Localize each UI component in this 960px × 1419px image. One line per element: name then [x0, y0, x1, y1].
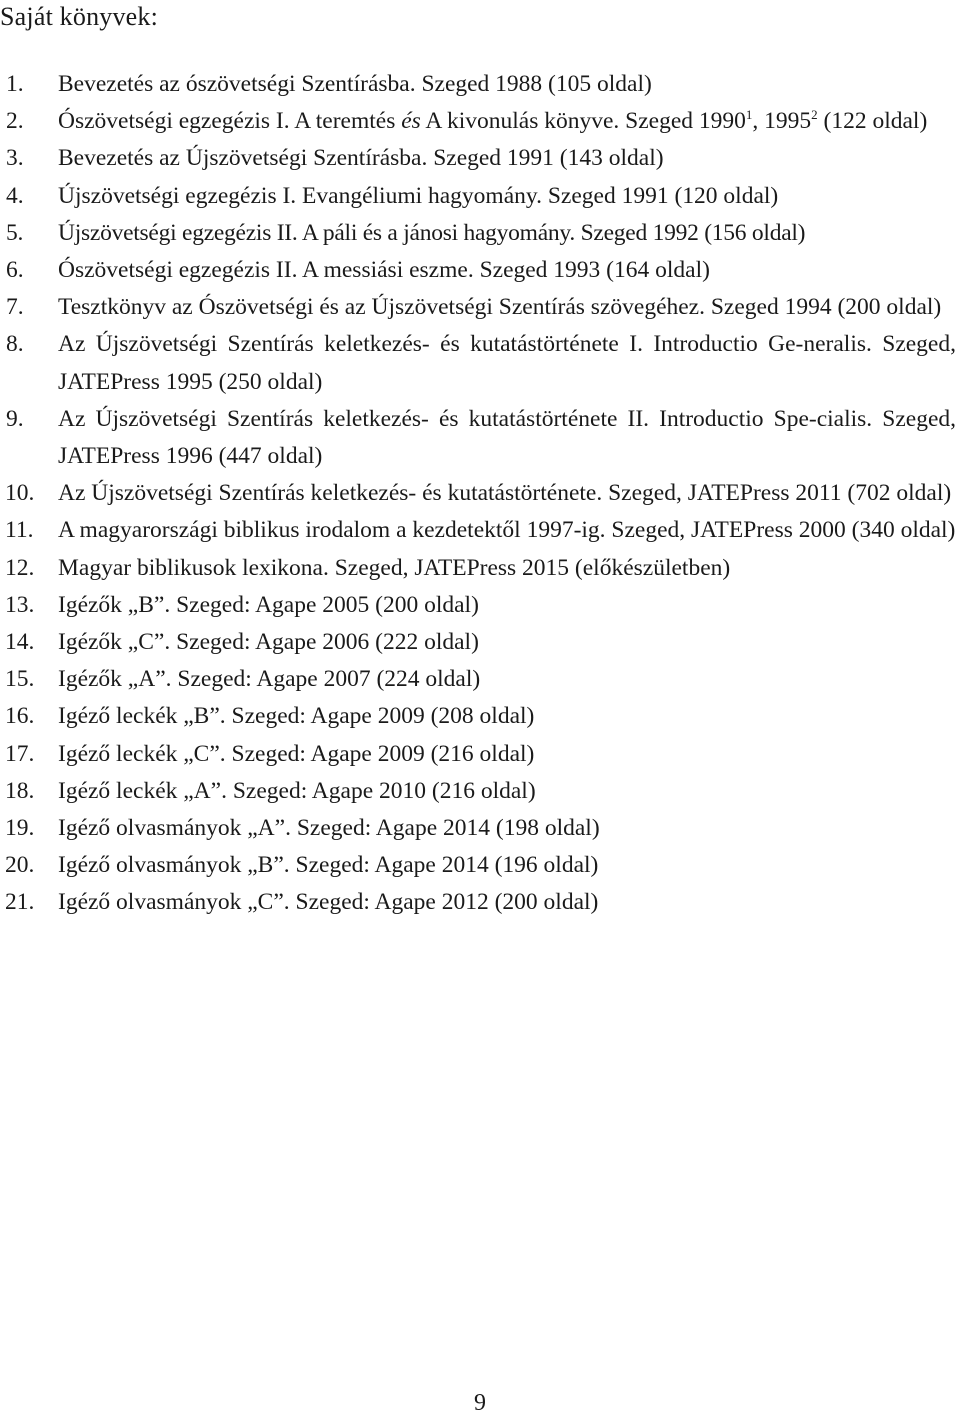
item-text: Igéző leckék „C”. Szeged: Agape 2009 (216 oldal): [58, 740, 535, 767]
item-text: Az Újszövetségi Szentírás keletkezés- és kutatástörténete I. Introductio Ge-neralis. Szeged, JATEPress 1995 (250 oldal): [58, 331, 956, 395]
list-item: [0, 401, 960, 475]
item-text: Magyar biblikusok lexikona. Szeged, JATEPress 2015 (előkészületben): [58, 554, 731, 581]
list-item: [0, 587, 960, 624]
item-text-part: (122 oldal): [817, 108, 928, 135]
item-text-part: , 1995: [752, 108, 812, 135]
item-text-emphasis: és: [401, 108, 421, 135]
item-number: 18.: [5, 777, 35, 804]
item-text: Az Újszövetségi Szentírás keletkezés- és kutatástörténete. Szeged, JATEPress 2011 (702 oldal): [58, 480, 952, 507]
item-text-part: A kivonulás könyve. Szeged 1990: [420, 108, 746, 135]
item-number: 17.: [5, 740, 35, 767]
item-text: Újszövetségi egzegézis II. A páli és a jánosi hagyomány. Szeged 1992 (156 oldal): [58, 219, 806, 246]
item-text: Igézők „C”. Szeged: Agape 2006 (222 oldal): [58, 629, 479, 656]
list-item: [0, 698, 960, 735]
item-number: 1.: [6, 71, 24, 97]
item-number: 20.: [5, 852, 35, 879]
item-text: Igéző olvasmányok „C”. Szeged: Agape 2012 (200 oldal): [58, 889, 599, 916]
item-number: 11.: [5, 517, 34, 544]
item-number: 14.: [5, 629, 35, 656]
item-number: 21.: [5, 889, 35, 916]
item-text: Tesztkönyv az Ószövetségi és az Újszövetségi Szentírás szövegéhez. Szeged 1994 (200 oldal): [58, 294, 942, 321]
item-number: 3.: [6, 145, 24, 172]
list-item: [0, 289, 960, 326]
item-text: Igéző olvasmányok „B”. Szeged: Agape 2014 (196 oldal): [58, 852, 599, 879]
item-number: 15.: [5, 666, 35, 693]
item-number: 5.: [6, 219, 24, 246]
item-text: Újszövetségi egzegézis I. Evangéliumi hagyomány. Szeged 1991 (120 oldal): [58, 182, 779, 209]
list-item: [0, 66, 960, 103]
item-number: 13.: [5, 591, 35, 618]
page-number: 9: [474, 1390, 486, 1416]
item-text: Ószövetségi egzegézis II. A messiási eszme. Szeged 1993 (164 oldal): [58, 257, 710, 284]
item-text: Igézők „B”. Szeged: Agape 2005 (200 oldal): [58, 591, 479, 618]
item-number: 9.: [6, 405, 24, 432]
item-text: Igéző leckék „A”. Szeged: Agape 2010 (216 oldal): [58, 777, 536, 804]
item-number: 19.: [5, 815, 35, 842]
item-text: Az Újszövetségi Szentírás keletkezés- és kutatástörténete II. Introductio Spe-cialis. Szeged, JATEPress 1996 (447 oldal): [58, 405, 956, 470]
list-item: [0, 847, 960, 884]
list-item: [0, 178, 960, 215]
list-item: [0, 326, 960, 400]
item-text: Bevezetés az Újszövetségi Szentírásba. Szeged 1991 (143 oldal): [58, 145, 664, 172]
list-item: [0, 475, 960, 512]
list-item: [0, 661, 960, 698]
item-number: 10.: [5, 480, 35, 507]
item-number: 16.: [5, 703, 35, 730]
item-text: Bevezetés az ószövetségi Szentírásba. Szeged 1988 (105 oldal): [58, 71, 652, 97]
item-text: Igéző olvasmányok „A”. Szeged: Agape 2014 (198 oldal): [58, 815, 600, 842]
item-number: 7.: [6, 294, 24, 321]
list-item: [0, 252, 960, 289]
item-number: 4.: [6, 182, 24, 209]
list-item: [0, 512, 960, 549]
list-item: [0, 773, 960, 810]
item-text: Igézők „A”. Szeged: Agape 2007 (224 oldal): [58, 666, 481, 693]
list-item: [0, 736, 960, 773]
item-number: 6.: [6, 257, 24, 284]
list-item: [0, 103, 960, 140]
list-item: [0, 810, 960, 847]
list-item: [0, 884, 960, 921]
item-text: [58, 108, 927, 134]
item-number: 8.: [6, 331, 24, 358]
item-text: Igéző leckék „B”. Szeged: Agape 2009 (208 oldal): [58, 703, 535, 730]
list-item: [0, 624, 960, 661]
item-text-part: Ószövetségi egzegézis I. A teremtés: [58, 108, 402, 135]
item-number: 12.: [5, 554, 35, 581]
edition-superscript: 2: [811, 107, 818, 123]
list-item: [0, 140, 960, 177]
list-item: [0, 550, 960, 587]
item-number: 2.: [6, 108, 24, 135]
list-item: [0, 215, 960, 252]
item-text: A magyarországi biblikus irodalom a kezdetektől 1997-ig. Szeged, JATEPress 2000 (340 oldal): [58, 517, 956, 544]
edition-superscript: 1: [745, 107, 753, 123]
section-heading: Saját könyvek:: [0, 2, 159, 31]
book-list: [0, 66, 960, 922]
